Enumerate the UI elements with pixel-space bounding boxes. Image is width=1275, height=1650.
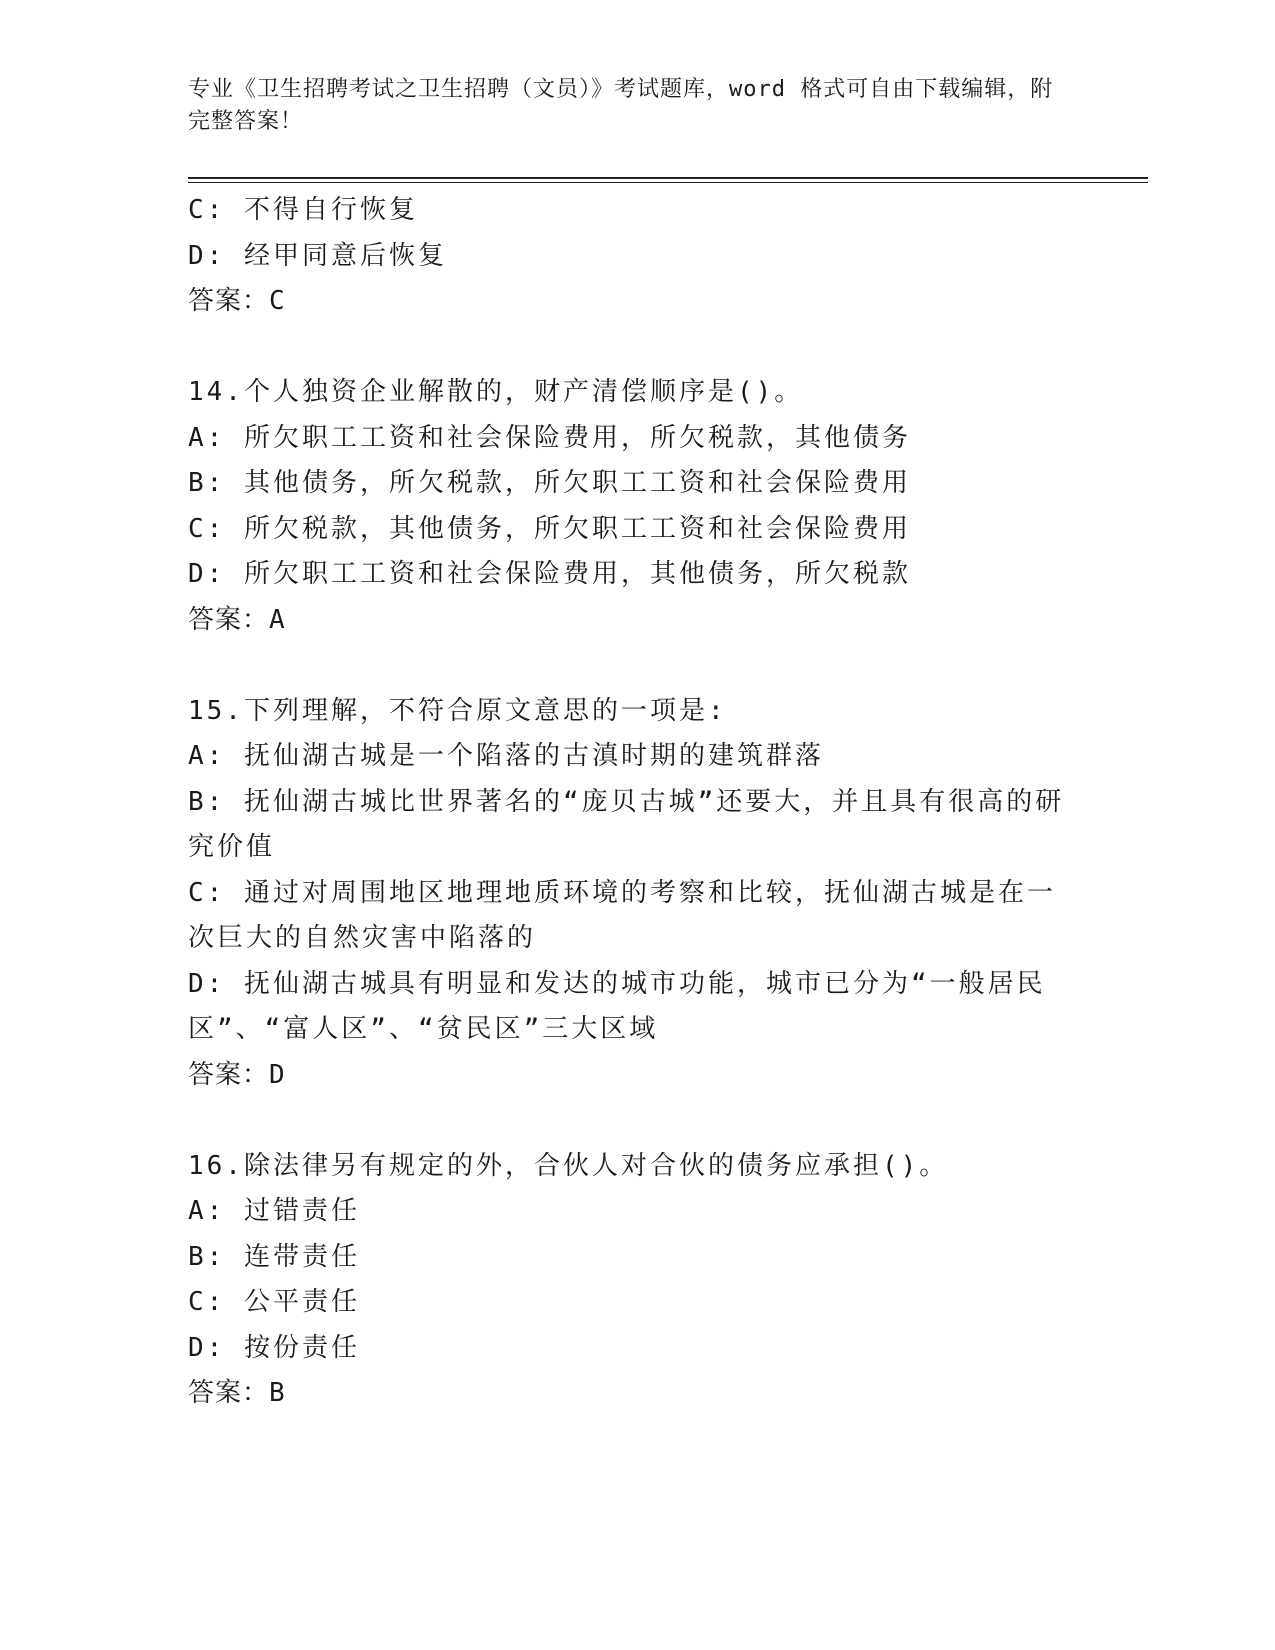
question-15 [188, 689, 1068, 1099]
page-header: 专业《卫生招聘考试之卫生招聘（文员）》考试题库，word 格式可自由下载编辑，附完整答案！ [188, 77, 1054, 134]
answer: 答案：C [188, 286, 286, 316]
option: D: 抚仙湖古城具有明显和发达的城市功能，城市已分为“一般居民区”、“富人区”、“贫民区”三大区域 [188, 968, 1046, 1044]
spacer [188, 643, 1068, 689]
answer: 答案：D [188, 1059, 286, 1090]
option: B: 连带责任 [188, 1241, 360, 1272]
spacer [188, 325, 1068, 371]
option: C: 不得自行恢复 [188, 195, 418, 225]
option: D: 按份责任 [188, 1332, 360, 1363]
option: A: 过错责任 [188, 1196, 360, 1226]
option: B: 抚仙湖古城比世界著名的“庞贝古城”还要大，并且具有很高的研究价值 [188, 786, 1065, 862]
option: C: 通过对周围地区地理地质环境的考察和比较，抚仙湖古城是在一次巨大的自然灾害中陷落的 [188, 877, 1056, 953]
option: C: 所欠税款，其他债务，所欠职工工资和社会保险费用 [188, 513, 911, 544]
question-14 [188, 370, 1068, 643]
option: C: 公平责任 [188, 1287, 360, 1317]
question-stem: 14.个人独资企业解散的，财产清偿顺序是()。 [188, 377, 804, 407]
option: B: 其他债务，所欠税款，所欠职工工资和社会保险费用 [188, 468, 911, 498]
header-rule [188, 177, 1148, 179]
continued-question [188, 188, 1068, 325]
answer: 答案：B [188, 1378, 286, 1408]
option: A: 抚仙湖古城是一个陷落的古滇时期的建筑群落 [188, 741, 824, 771]
question-stem: 16.除法律另有规定的外，合伙人对合伙的债务应承担()。 [188, 1150, 949, 1181]
option: D: 经甲同意后恢复 [188, 240, 447, 271]
question-stem: 15.下列理解，不符合原文意思的一项是: [188, 695, 727, 726]
option: D: 所欠职工工资和社会保险费用，其他债务，所欠税款 [188, 559, 911, 589]
question-content [188, 188, 1068, 1417]
spacer [188, 1098, 1068, 1144]
option: A: 所欠职工工资和社会保险费用，所欠税款，其他债务 [188, 422, 911, 453]
header-rule-thin [188, 182, 1148, 183]
question-16 [188, 1144, 1068, 1417]
answer: 答案：A [188, 604, 286, 635]
